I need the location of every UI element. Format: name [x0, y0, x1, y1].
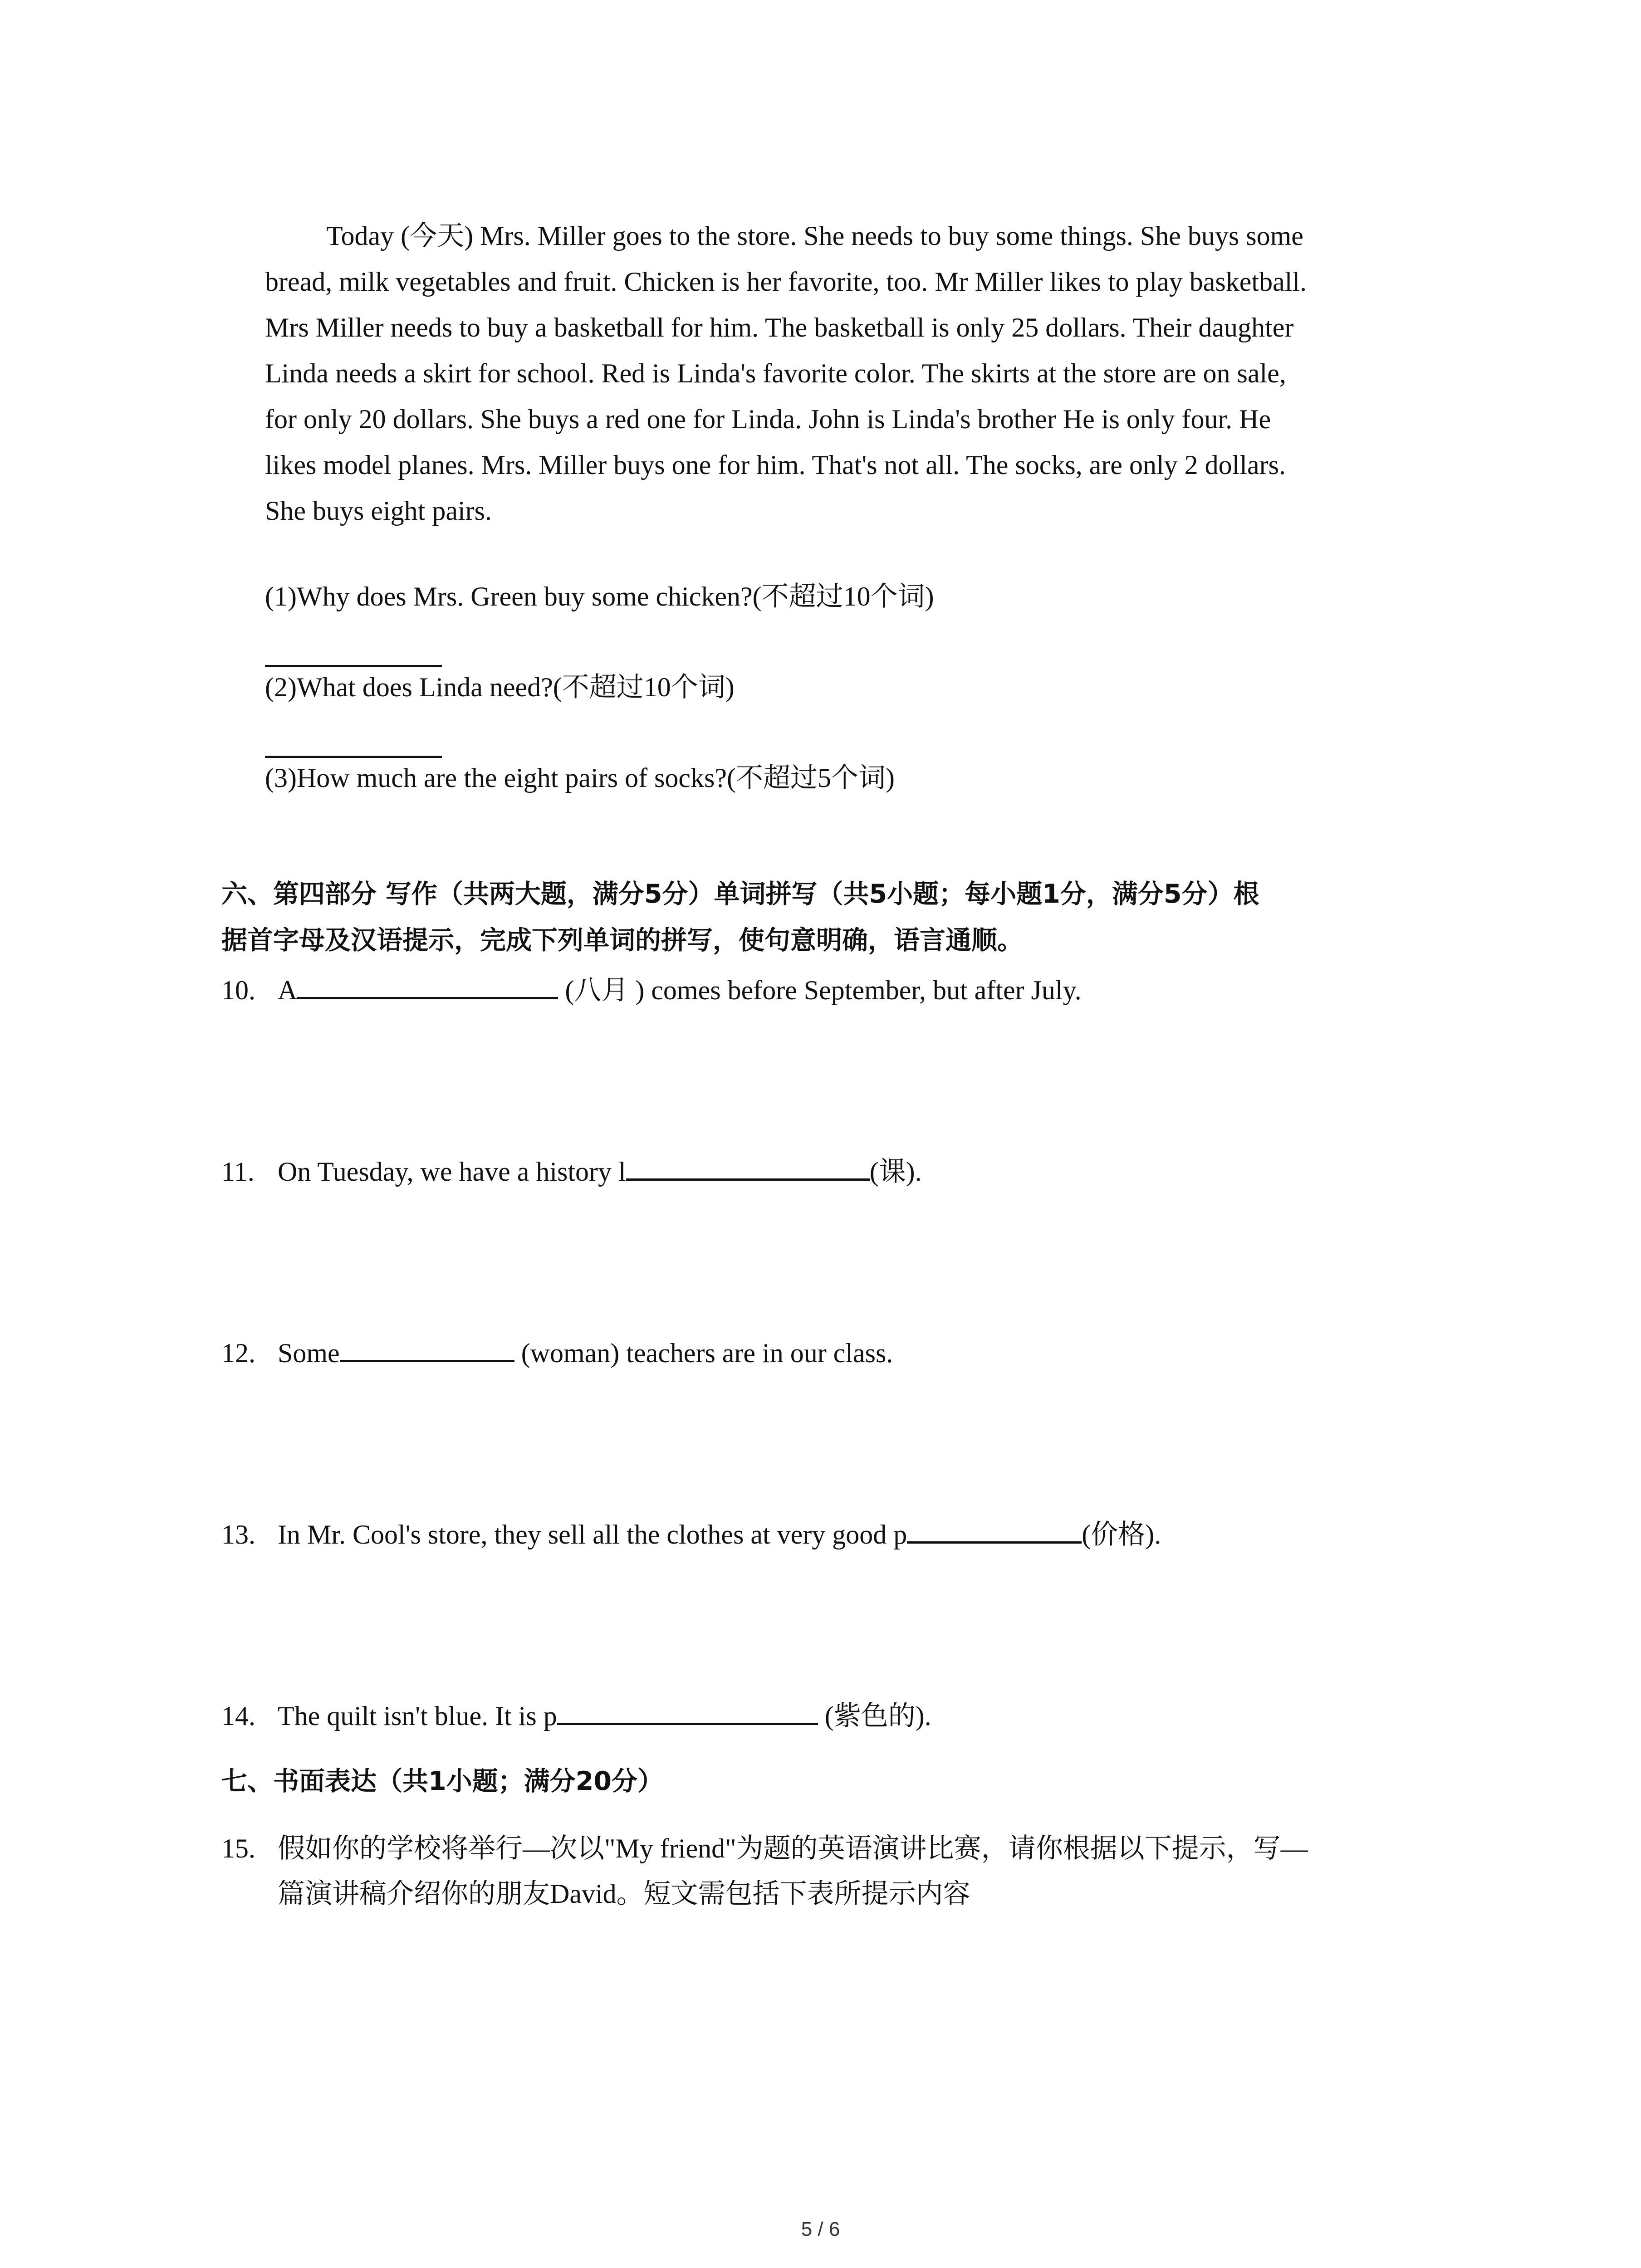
answer-blank[interactable] — [340, 1334, 514, 1362]
item-text-before: In Mr. Cool's store, they sell all the clothes at very good p — [278, 1520, 907, 1549]
section-7-heading: 七、书面表达（共1小题；满分20分） — [221, 1766, 663, 1796]
reading-passage — [265, 213, 1454, 534]
section-6-heading-line-1: 六、第四部分 写作（共两大题，满分5分）单词拼写（共5小题；每小题1分，满分5分）根 — [221, 879, 1259, 909]
section-6-heading-line-2: 据首字母及汉语提示，完成下列单词的拼写，使句意明确，语言通顺。 — [221, 925, 1023, 955]
question-1: (1)Why does Mrs. Green buy some chicken?(不超过10个词) — [265, 582, 934, 611]
item-number: 14. — [221, 1701, 255, 1731]
item-text-before: Some — [278, 1338, 340, 1368]
item-text-after: (八月 ) comes before September, but after July. — [558, 975, 1082, 1005]
item-number: 10. — [221, 975, 255, 1005]
passage-line: bread, milk vegetables and fruit. Chicken is her favorite, too. Mr Miller likes to play basketball. — [265, 267, 1307, 297]
answer-line-1[interactable] — [265, 665, 442, 667]
spelling-item-11 — [221, 1151, 922, 1192]
answer-blank[interactable] — [626, 1152, 870, 1181]
item-text-after: (价格). — [1082, 1520, 1161, 1549]
essay-prompt-line-2: 篇演讲稿介绍你的朋友David。短文需包括下表所提示内容 — [278, 1879, 970, 1909]
answer-blank[interactable] — [297, 971, 558, 999]
answer-blank[interactable] — [907, 1515, 1082, 1544]
item-number: 11. — [221, 1157, 255, 1187]
passage-line: likes model planes. Mrs. Miller buys one for him. That's not all. The socks, are only 2 dollars. — [265, 450, 1286, 480]
item-text-before: The quilt isn't blue. It is p — [278, 1701, 557, 1731]
essay-prompt — [221, 1826, 1308, 1916]
question-3: (3)How much are the eight pairs of socks?(不超过5个词) — [265, 763, 895, 793]
passage-line: Mrs Miller needs to buy a basketball for him. The basketball is only 25 dollars. Their daughter — [265, 313, 1294, 342]
item-number: 15. — [221, 1833, 255, 1863]
item-text-before: On Tuesday, we have a history l — [278, 1157, 626, 1187]
page-number: 5 / 6 — [801, 2218, 840, 2240]
spelling-item-13 — [221, 1514, 1161, 1555]
passage-line: Today (今天) Mrs. Miller goes to the store. She needs to buy some things. She buys some — [326, 221, 1303, 251]
item-text-after: (woman) teachers are in our class. — [514, 1338, 893, 1368]
essay-prompt-line-1: 假如你的学校将举行—次以"My friend"为题的英语演讲比赛，请你根据以下提示，写— — [278, 1833, 1308, 1863]
item-text-before: A — [278, 975, 298, 1005]
spelling-item-12 — [221, 1333, 893, 1374]
item-text-after: (课). — [869, 1157, 922, 1187]
passage-line: She buys eight pairs. — [265, 496, 492, 526]
answer-blank[interactable] — [557, 1696, 818, 1725]
passage-line: Linda needs a skirt for school. Red is Linda's favorite color. The skirts at the store are on sale, — [265, 358, 1286, 388]
item-text-after: (紫色的). — [818, 1701, 931, 1731]
passage-line: for only 20 dollars. She buys a red one for Linda. John is Linda's brother He is only four. He — [265, 404, 1271, 434]
item-number: 12. — [221, 1338, 255, 1368]
answer-line-2[interactable] — [265, 756, 442, 758]
item-number: 13. — [221, 1520, 255, 1549]
section-6-heading — [221, 871, 1446, 963]
spelling-item-10 — [221, 970, 1082, 1011]
question-2: (2)What does Linda need?(不超过10个词) — [265, 672, 735, 702]
spelling-item-14 — [221, 1696, 931, 1736]
